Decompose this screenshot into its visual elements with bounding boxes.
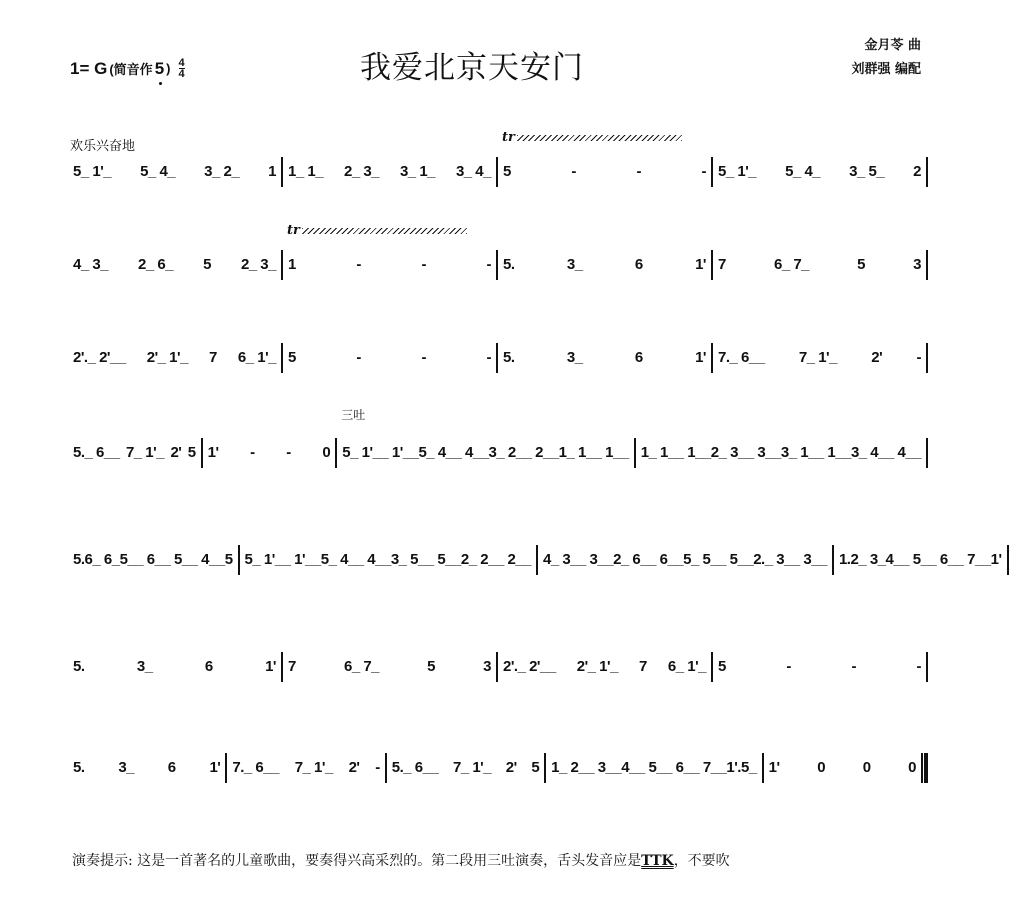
- arranger: 刘群强 编配: [851, 62, 921, 77]
- note-group: 5.: [73, 551, 85, 568]
- score-row: [68, 753, 928, 783]
- note-group: 1': [207, 444, 219, 461]
- time-signature: [179, 58, 185, 79]
- measure: [283, 652, 496, 682]
- note-group: 5.: [73, 658, 85, 675]
- performance-tip: [72, 850, 730, 870]
- note-group: 1_ 1__ 1__: [640, 444, 711, 461]
- measure: [498, 250, 711, 280]
- note-group: 1_ 1_: [288, 163, 324, 180]
- note-group: 3_ 5__ 5__: [390, 551, 461, 568]
- note-group: 4_ 3__ 3__: [542, 551, 614, 568]
- measure: [203, 438, 336, 468]
- note-group: 2_ 3_: [850, 551, 886, 568]
- note-group: 3_ 2_: [204, 163, 240, 180]
- note-group: 2._ 3__ 3__: [753, 551, 827, 568]
- dash: -: [486, 256, 491, 273]
- trill-label: tr: [287, 223, 300, 238]
- trill-mark: [287, 223, 467, 238]
- measure: [764, 753, 921, 783]
- bar-line: [926, 343, 928, 373]
- tip-emphasis: TTK: [641, 853, 674, 869]
- note-group: 6_ 1'_: [667, 658, 706, 675]
- note-group: 7: [208, 349, 217, 366]
- key-close: ): [166, 61, 171, 76]
- note-group: 7: [718, 256, 726, 273]
- rest: 0: [322, 444, 331, 461]
- score-row: [68, 343, 928, 373]
- measure: [240, 545, 536, 575]
- dash: -: [916, 658, 921, 675]
- note-group: 5_ 4_: [140, 163, 176, 180]
- note-group: 5_ 5__ 5__: [683, 551, 754, 568]
- note-group: 5: [857, 256, 866, 273]
- dash: -: [356, 349, 361, 366]
- note-group: 1_ 1__ 1__: [558, 444, 629, 461]
- note-group: 6_ 7_: [773, 256, 810, 273]
- note-group: 5: [203, 256, 211, 273]
- note-group: 1': [695, 349, 706, 366]
- note-group: 3: [913, 256, 921, 273]
- dash: -: [916, 349, 921, 366]
- measure: [68, 545, 238, 575]
- measure: [713, 250, 926, 280]
- dash: -: [851, 658, 856, 675]
- note-group: 2': [505, 759, 517, 776]
- note-group: 7: [288, 658, 296, 675]
- measure: [387, 753, 544, 783]
- measure: [68, 343, 281, 373]
- note-group: 5_ 4__ 4__: [418, 444, 489, 461]
- dash: -: [571, 163, 576, 180]
- note-group: 1: [288, 256, 296, 273]
- note-group: 6_ 6_: [84, 551, 120, 568]
- trill-wave: [302, 228, 467, 234]
- note-group: 5: [531, 759, 540, 776]
- rest: 0: [817, 759, 826, 776]
- note-group: 5_ 1'__ 1'__: [342, 444, 419, 461]
- note-group: 3_: [136, 658, 153, 675]
- dash: -: [701, 163, 706, 180]
- note-group: 5: [288, 349, 296, 366]
- measure: [337, 408, 633, 468]
- key-signature: [70, 58, 185, 79]
- dash: -: [786, 658, 791, 675]
- score-row: [68, 408, 928, 468]
- note-group: 1: [268, 163, 276, 180]
- measure: [636, 438, 926, 468]
- note-group: 7_ 1'_: [452, 759, 492, 776]
- measure: [68, 250, 281, 280]
- note-group: 2'._ 2'__: [503, 658, 556, 675]
- note-group: 2'_ 1'_: [146, 349, 188, 366]
- note-group: 1': [768, 759, 780, 776]
- note-group: 6: [167, 759, 176, 776]
- key-prefix: 1= G: [70, 58, 108, 78]
- note-group: 5: [224, 551, 233, 568]
- note-group: 4_ 3_: [73, 256, 109, 273]
- note-group: 2'._ 2'__: [73, 349, 126, 366]
- tip-suffix: ，不要吹: [673, 853, 730, 869]
- note-group: 4__ 5__ 6__ 7__: [885, 551, 991, 568]
- note-group: 3_ 2__ 2__: [488, 444, 559, 461]
- note-group: 7._ 6__: [718, 349, 765, 366]
- score-row: [68, 223, 928, 280]
- note-group: 1.: [838, 551, 851, 568]
- note-group: 6_ 7_: [343, 658, 380, 675]
- measure: [68, 753, 225, 783]
- rest: 0: [862, 759, 871, 776]
- measure: [498, 130, 711, 187]
- note-group: 5: [187, 444, 196, 461]
- note-group: 7_ 1'_: [294, 759, 333, 776]
- page-title: 我爱北京天安门: [360, 50, 584, 86]
- note-group: 5_ 1'_: [73, 163, 112, 180]
- note-group: 7: [638, 658, 647, 675]
- note-group: 1': [265, 658, 276, 675]
- measure: [283, 223, 496, 280]
- dash: -: [375, 759, 380, 776]
- measure: [498, 343, 711, 373]
- note-group: 5: [503, 163, 511, 180]
- note-group: 2_ 3__ 3__: [710, 444, 781, 461]
- note-group: 2_ 6_: [138, 256, 174, 273]
- time-bottom: 4: [178, 68, 185, 80]
- dash: -: [286, 444, 291, 461]
- trill-mark: [502, 130, 682, 145]
- note-group: 2_ 6__ 6__: [613, 551, 684, 568]
- trill-label: tr: [502, 130, 515, 145]
- tempo-marking: 欢乐兴奋地: [70, 138, 136, 153]
- note-group: 5_ 4_: [785, 163, 821, 180]
- measure: [713, 652, 926, 682]
- technique-label: 三吐: [341, 408, 366, 422]
- note-group: 1'.: [726, 759, 741, 776]
- note-group: 7_ 1'_: [798, 349, 837, 366]
- note-group: 1': [990, 551, 1002, 568]
- key-note-label: (简音作: [109, 62, 153, 77]
- note-group: 2'_ 1'_: [576, 658, 618, 675]
- bar-line: [1007, 545, 1009, 575]
- note-group: 5_: [740, 759, 757, 776]
- key-note: 5: [154, 58, 165, 78]
- trill-wave: [517, 135, 682, 141]
- measure: [68, 652, 281, 682]
- note-group: 2: [913, 163, 921, 180]
- measure: [283, 157, 496, 187]
- note-group: 2_ 2__ 2__: [460, 551, 531, 568]
- score-row: [68, 652, 928, 682]
- measure: [227, 753, 384, 783]
- measure: [834, 545, 1007, 575]
- note-group: 6: [204, 658, 213, 675]
- note-group: 5.: [503, 349, 515, 366]
- measure: [283, 343, 496, 373]
- score-row: [68, 545, 1002, 575]
- bar-line: [926, 652, 928, 682]
- dash: -: [486, 349, 491, 366]
- note-group: 2': [170, 444, 182, 461]
- note-group: 5.: [73, 759, 85, 776]
- measure: [538, 545, 832, 575]
- bar-line: [926, 157, 928, 187]
- note-group: 3_ 4_: [455, 163, 491, 180]
- note-group: 7_ 1'_: [125, 444, 165, 461]
- rest: 0: [908, 759, 917, 776]
- note-group: 5_ 1'__ 1'__: [244, 551, 321, 568]
- measure: [546, 753, 761, 783]
- dash: -: [356, 256, 361, 273]
- bar-line: [926, 250, 928, 280]
- tip-prefix: 演奏提示: 这是一首著名的儿童歌曲，要奏得兴高采烈的。第二段用三吐演奏，舌头发音应是: [72, 853, 642, 869]
- note-group: 3_ 4__ 4__: [850, 444, 922, 461]
- note-group: 4__ 5__ 6__ 7__: [621, 759, 727, 776]
- bar-line: [926, 438, 928, 468]
- note-group: 3: [483, 658, 491, 675]
- measure: [498, 652, 711, 682]
- note-group: 2': [871, 349, 883, 366]
- note-group: 5.: [503, 256, 515, 273]
- note-group: 5: [427, 658, 436, 675]
- note-group: 1_ 2__ 3__: [551, 759, 622, 776]
- note-group: 1': [695, 256, 706, 273]
- time-top: 4: [178, 57, 185, 69]
- dash: -: [636, 163, 641, 180]
- dash: -: [250, 444, 255, 461]
- note-group: 5: [718, 658, 726, 675]
- note-group: 3_: [566, 349, 583, 366]
- final-barline: [921, 753, 928, 783]
- credits: [851, 34, 921, 82]
- measure: [713, 157, 926, 187]
- note-group: 1': [209, 759, 221, 776]
- note-group: 6: [634, 256, 643, 273]
- dash: -: [421, 256, 426, 273]
- note-group: 3_: [566, 256, 583, 273]
- note-group: 5_ 1'_: [718, 163, 757, 180]
- composer: 金月苓 曲: [864, 38, 921, 53]
- note-group: 2_ 3_: [240, 256, 276, 273]
- note-group: 2_ 3_: [343, 163, 380, 180]
- note-group: 3_: [118, 759, 134, 776]
- note-group: 3_ 5_: [849, 163, 885, 180]
- measure: [713, 343, 926, 373]
- note-group: 7._ 6__: [232, 759, 279, 776]
- note-group: 6: [634, 349, 643, 366]
- note-group: 6_ 1'_: [237, 349, 276, 366]
- dash: -: [421, 349, 426, 366]
- note-group: 2': [348, 759, 360, 776]
- note-group: 3_ 1__ 1__: [780, 444, 851, 461]
- note-group: 3_ 1_: [399, 163, 436, 180]
- measure: [68, 157, 281, 187]
- note-group: 5__ 6__ 5__ 4__: [119, 551, 225, 568]
- measure: [68, 438, 201, 468]
- note-group: 5._ 6__: [391, 759, 439, 776]
- note-group: 5_ 4__ 4__: [320, 551, 391, 568]
- note-group: 5._ 6__: [73, 444, 120, 461]
